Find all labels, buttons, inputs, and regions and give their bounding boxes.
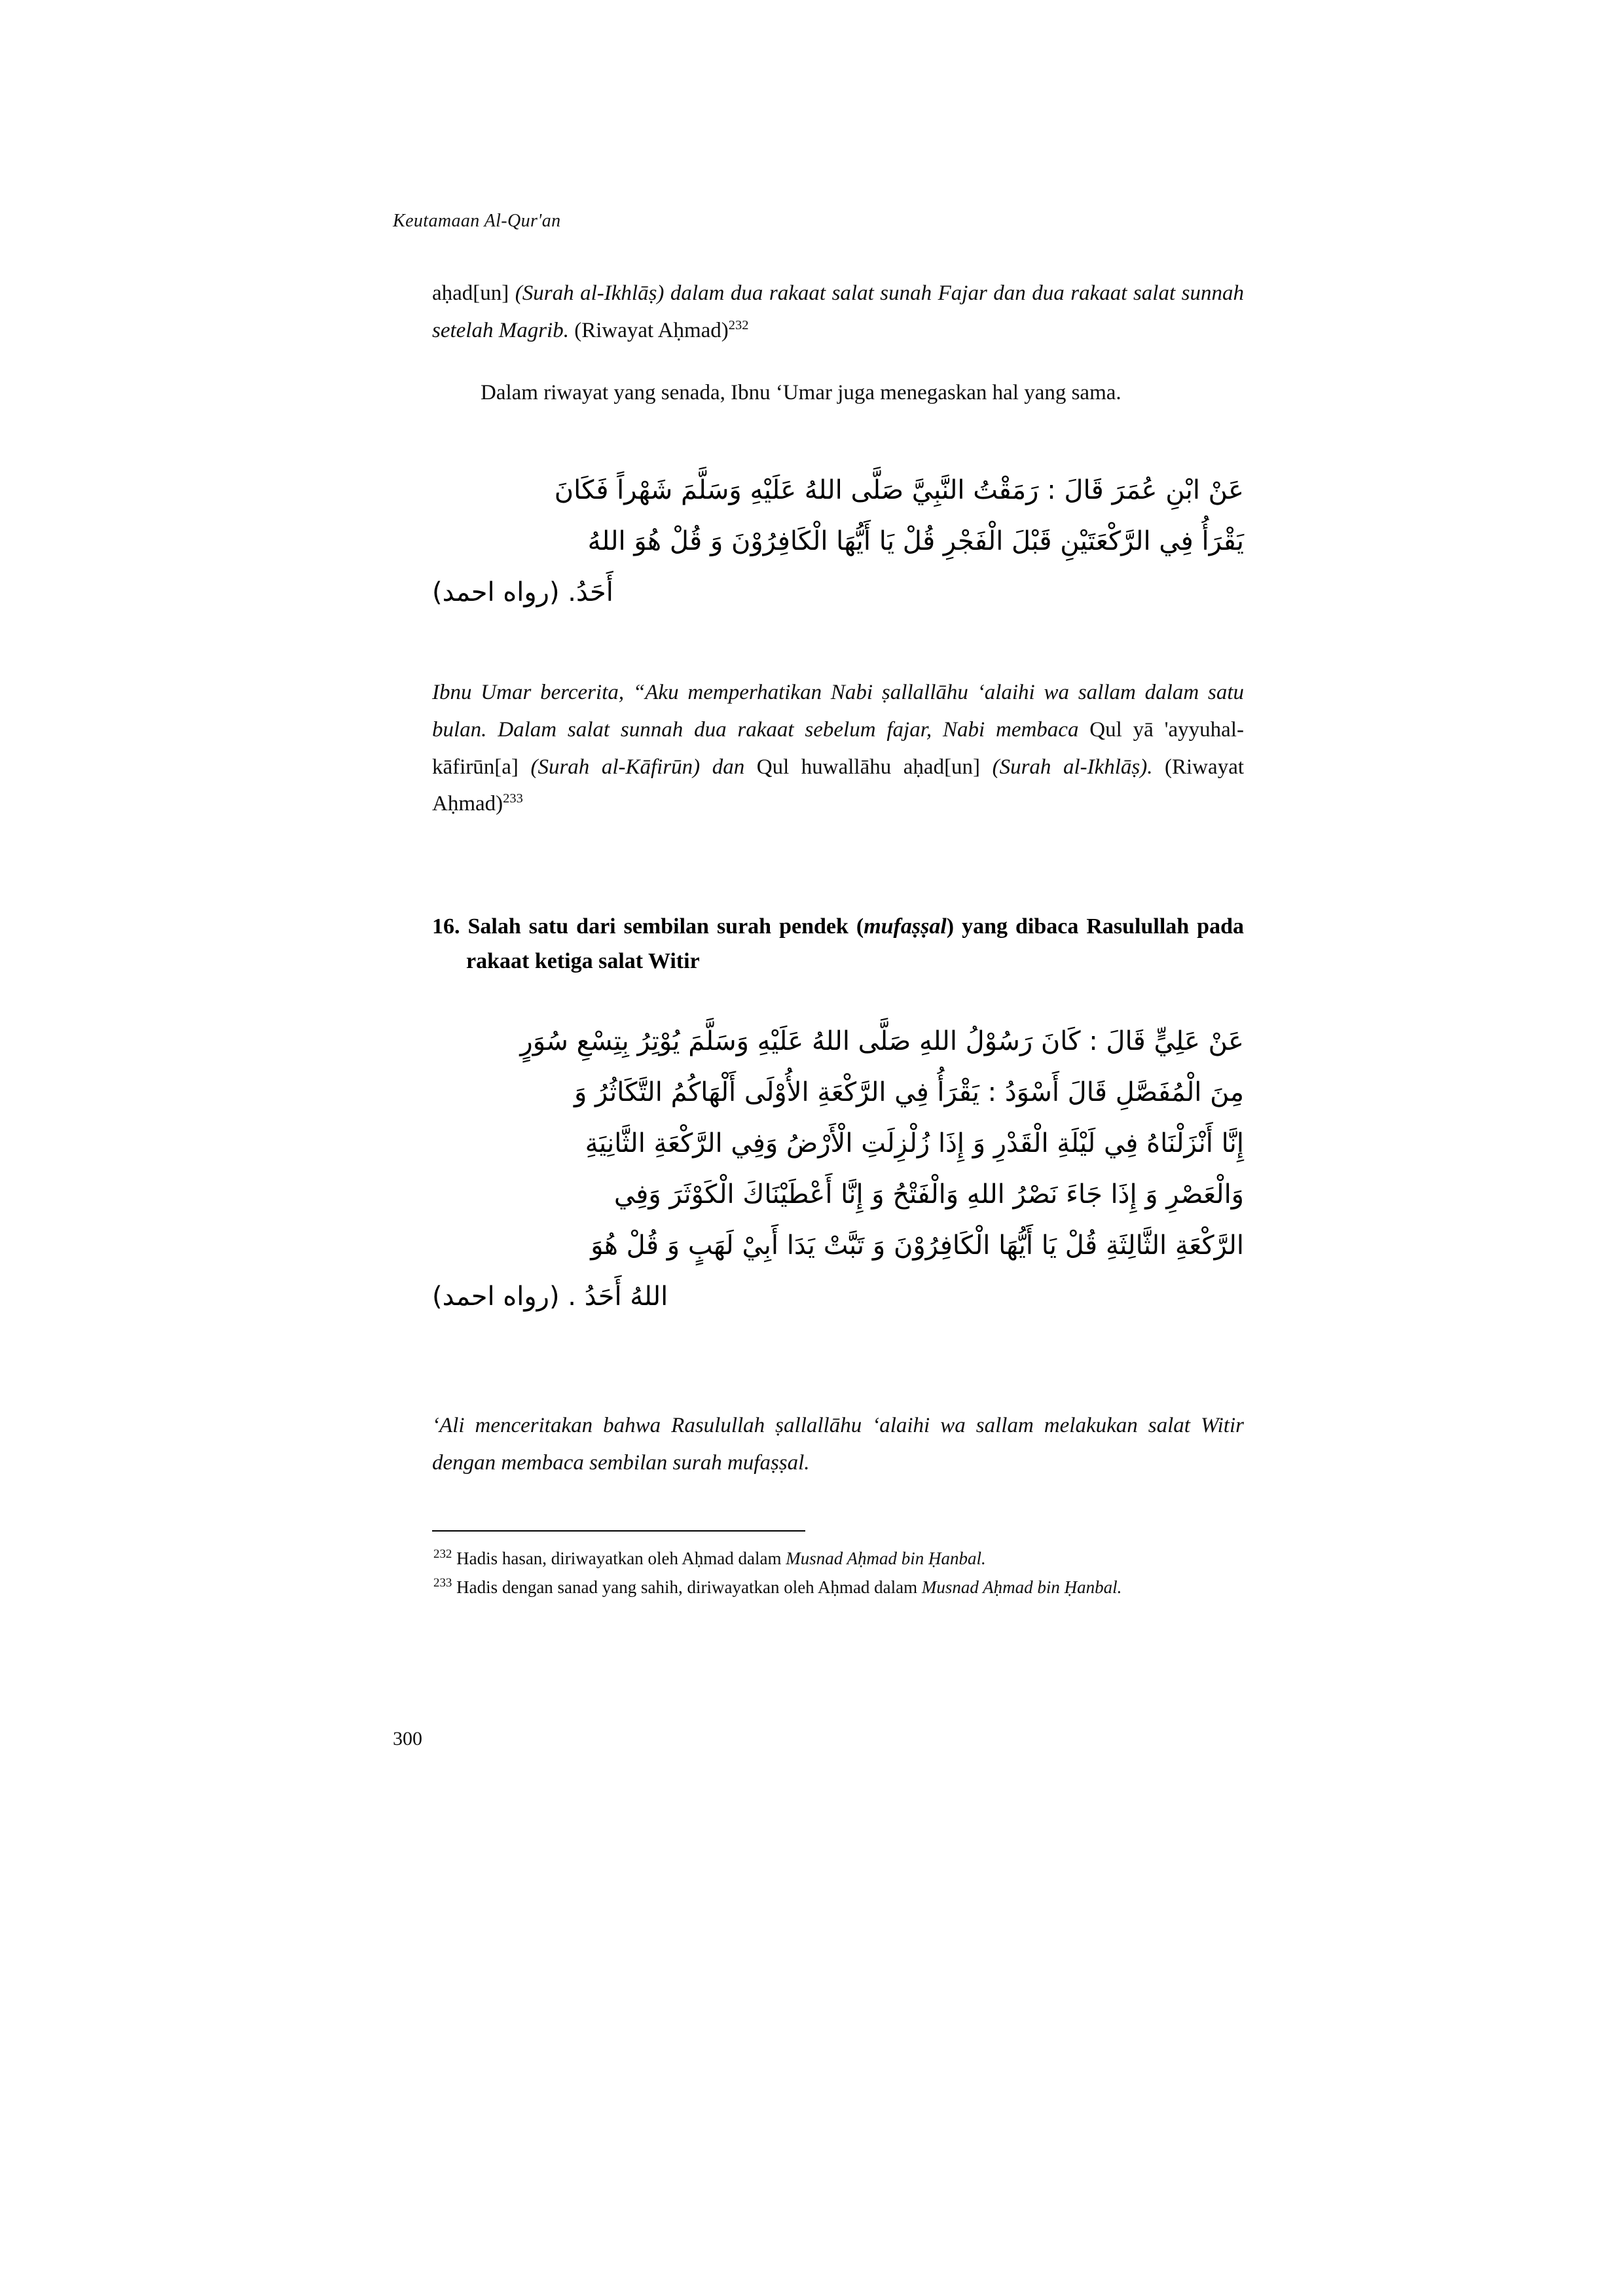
footnote-ref-233[interactable]: 233 [503,791,523,806]
footnote-232-text: Hadis hasan, diriwayatkan oleh Aḥmad dalam [452,1549,786,1568]
arabic-quote-2-line: مِنَ الْمُفَصَّلِ قَالَ أَسْوَدُ : يَقْرَأُ فِي الرَّكْعَةِ الأُوْلَى أَلْهَاكُمُ التَّكَاثُرُ وَ [574,1077,1244,1107]
heading-16 [432,910,1244,978]
footnotes [393,1545,1244,1602]
arabic-quote-2-line: إِنَّا أَنْزَلْنَاهُ فِي لَيْلَةِ الْقَدْرِ وَ إِذَا زُلْزِلَتِ الْأَرْضُ وَفِي الرَّكْعَةِ الثَّانِيَةِ [585,1128,1244,1158]
arabic-quote-1-line: عَنْ ابْنِ عُمَرَ قَالَ : رَمَقْتُ النَّبِيَّ صَلَّى اللهُ عَلَيْهِ وَسَلَّمَ شَهْراً فَكَانَ [554,475,1244,505]
arabic-quote-1-line: يَقْرَأُ فِي الرَّكْعَتَيْنِ قَبْلَ الْفَجْرِ قُلْ يَا أَيُّهَا الْكَافِرُوْنَ وَ قُلْ هُوَ اللهُ [587,526,1244,556]
translation-1-source: (Riwayat Aḥmad) [432,755,1245,816]
paragraph-1-italic: (Surah al-Ikhlāṣ) dalam dua rakaat salat sunah Fajar dan dua rakaat salat sunnah setelah Magrib. [432,281,1244,342]
page-number: 300 [393,1728,422,1749]
arabic-quote-2-line: الرَّكْعَةِ الثَّالِثَةِ قُلْ يَا أَيُّهَا الْكَافِرُوْنَ وَ تَبَّتْ يَدَا أَبِيْ لَهَبٍ وَ قُلْ هُوَ [591,1230,1244,1261]
heading-16-text-a: Salah satu dari sembilan surah pendek ( [467,914,864,939]
arabic-quote-2 [432,1016,1244,1322]
arabic-quote-1 [432,465,1244,618]
footnote-233-marker: 233 [433,1575,452,1590]
footnote-ref-232[interactable]: 232 [728,317,749,332]
translation-1-quran-2: Qul huwallāhu aḥad[un] [756,755,981,779]
translation-block-1 [432,674,1244,823]
arabic-quote-2-line: عَنْ عَلِيٍّ قَالَ : كَانَ رَسُوْلُ اللهِ صَلَّى اللهُ عَلَيْهِ وَسَلَّمَ يُوْتِرُ بِتِسْعِ سُوَرٍ [520,1026,1244,1056]
paragraph-block-1 [432,275,1244,350]
heading-16-number: 16. [432,914,460,939]
heading-16-text-b: ) yang dibaca Rasulullah pada rakaat ketiga salat Witir [466,914,1244,973]
paragraph-block-2 [432,374,1244,412]
paragraph-2: Dalam riwayat yang senada, Ibnu ‘Umar juga menegaskan hal yang sama. [481,381,1122,404]
footnote-232-marker: 232 [433,1547,452,1561]
arabic-quote-2-line: وَالْعَصْرِ وَ إِذَا جَاءَ نَصْرُ اللهِ وَالْفَتْحُ وَ إِنَّا أَعْطَيْنَاكَ الْكَوْثَرَ وَفِي [613,1179,1244,1210]
translation-1-part-d: dan [712,755,757,779]
translation-1 [432,674,1244,823]
heading-16-body [432,910,1244,978]
paragraph-1-tail: (Riwayat Aḥmad) [568,318,729,342]
arabic-quote-2-line: اللهُ أَحَدُ . (رواه احمد) [432,1282,668,1312]
footnote-separator [432,1530,805,1532]
footnote-232-source: Musnad Aḥmad bin Ḥanbal. [786,1549,986,1568]
footnote-233-source: Musnad Aḥmad bin Ḥanbal. [921,1577,1122,1597]
running-head: Keutamaan Al-Qur'an [393,211,561,231]
paragraph-1-lead: aḥad[un] [432,281,515,305]
translation-2: ‘Ali menceritakan bahwa Rasulullah ṣallallāhu ‘alaihi wa sallam melakukan salat Witir dengan membaca sembilan surah mufaṣṣal. [432,1414,1244,1475]
translation-block-2 [432,1407,1244,1482]
footnote-233 [393,1573,1244,1602]
arabic-quote-1-line: أَحَدُ. (رواه احمد) [432,577,613,607]
paragraph-1 [432,275,1244,350]
footnote-233-text: Hadis dengan sanad yang sahih, diriwayatkan oleh Aḥmad dalam [452,1577,922,1597]
translation-1-part-a: Ibnu Umar bercerita, “Aku memperhatikan Nabi ṣallallāhu ‘alaihi wa sallam dalam satu bulan. Dalam salat sunnah dua rakaat sebelum fajar, Nabi membaca [432,681,1244,742]
translation-1-quran-1: Qul yā 'ayyuhal- kāfirūn[a] [432,717,1244,779]
footnote-232 [393,1545,1244,1573]
section-heading-16 [432,910,1244,978]
translation-1-part-f: (Surah al-Ikhlāṣ). [980,755,1165,779]
heading-16-term: mufaṣṣal [864,914,947,939]
translation-1-part-c: (Surah al-Kāfirūn) [518,755,712,779]
